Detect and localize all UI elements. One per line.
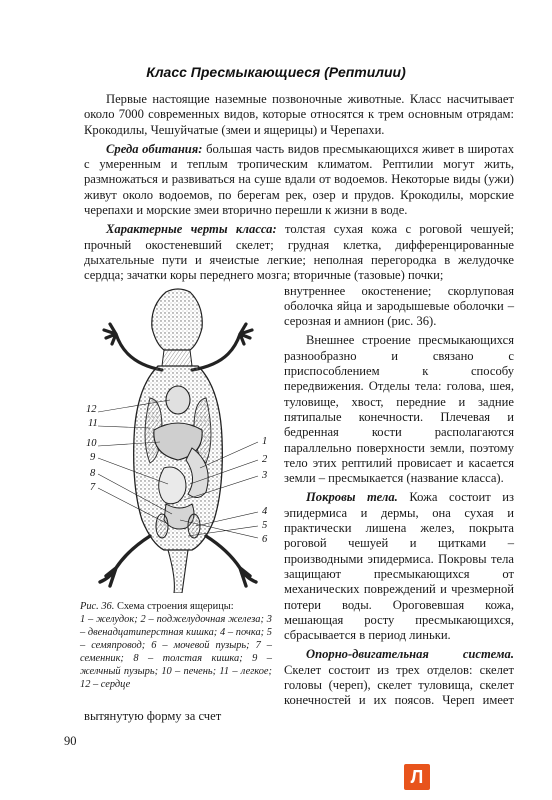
figure-label-3: 3 — [262, 469, 268, 481]
caption-title — [80, 601, 234, 612]
habitat-heading: Среда обитания: — [106, 141, 203, 156]
habitat-text: большая часть видов пресмыкающихся живет в широтах с умеренным и теплым тропическим климатом. Рептилии могут жить, размножаться и развиваться на суше вдали от водоемов. Некоторые виды (ужи) живут около водоемов, по берегам рек, озер и прудов. Крокодилы, морские черепахи и морские змеи вторично перешли к жизни в воде. — [84, 141, 514, 218]
figure-caption — [80, 600, 272, 691]
page-number: 90 — [64, 734, 77, 748]
paragraph-features-cont: внутреннее окостенение; скорлуповая оболочка яйца и зародышевые оболочки – серозная и амнион (рис. 36). — [284, 283, 514, 329]
caption-prefix: Рис. 36. — [80, 600, 115, 612]
body-text — [80, 92, 514, 724]
figure-label-2: 2 — [262, 453, 268, 465]
caption-title-text: Схема строения ящерицы: — [114, 600, 234, 612]
paragraph-intro: Первые настоящие наземные позвоночные животные. Класс насчитывает около 7000 современных видов, которые относятся к трем основным отрядам: Крокодилы, Чешуйчатые (змеи и ящерицы) и Черепахи. — [84, 92, 514, 137]
figure-label-10: 10 — [86, 437, 97, 449]
figure-label-4: 4 — [262, 505, 268, 517]
figure-label-11: 11 — [88, 417, 98, 429]
figure-label-8: 8 — [90, 467, 96, 479]
figure-label-9: 9 — [90, 451, 96, 463]
paragraph-external-structure: Внешнее строение пресмыкающихся разнообразно и связано с приспособлением к способу передвижения. Отделы тела: голова, шея, туловище, хвост, передние и задние пятипалые конечности. Плечевая и бедренная кости располагаются параллельно поверхности земли, поэтому тело этих рептилий провисает и касается земли – пресмыкается (название класса). — [284, 333, 514, 486]
figure-36 — [80, 288, 272, 693]
figure-label-12: 12 — [86, 403, 97, 415]
figure-label-1: 1 — [262, 435, 268, 447]
figure-label-5: 5 — [262, 519, 268, 531]
paragraph-features — [84, 222, 514, 283]
caption-items: 1 – желудок; 2 – поджелудочная железа; 3 – двенадцатиперстная кишка; 4 – почка; 5 – семяпровод; 6 – мочевой пузырь; 7 – семенник; 8 – толстая кишка; 9 – желчный пузырь; 10 – печень; 11 – легкое; 12 – сердце — [80, 613, 272, 690]
section-title: Класс Пресмыкающиеся (Рептилии) — [146, 64, 406, 80]
features-text-a: толстая сухая кожа с роговой чешуей; прочный окостеневший скелет; грудная клетка, дифференцированные дыхательные пути и ячеистые легкие; неполная перегородка в желудочке сердца; зачатки коры переднего мозга; вторичные (тазовые) почки; — [84, 222, 514, 283]
publisher-logo: Л — [404, 764, 430, 790]
integument-heading: Покровы тела. — [306, 490, 398, 505]
lizard-anatomy-illustration — [80, 288, 272, 593]
integument-text: Кожа состоит из эпидермиса и дермы, она сухая и практически лишена желез, покрыта роговой чешуей и щитками – производными эпидермиса. Покровы тела защищают пресмыкающихся от механических повреждений и чрезмерной потери воды. Ороговевшая кожа, мешающая росту пресмыкающихся, сбрасывается в период линьки. — [284, 490, 514, 643]
musculoskeletal-heading: Опорно-двигательная система. — [306, 647, 514, 662]
figure-label-6: 6 — [262, 533, 268, 545]
features-heading: Характерные черты класса: — [106, 222, 277, 237]
musculoskeletal-text: Скелет состоит из трех отделов: скелет головы (череп), скелет туловища, скелет конечностей и их поясов. Череп имеет вытянутую форму за счет — [84, 662, 514, 723]
figure-label-7: 7 — [90, 481, 96, 493]
paragraph-habitat — [84, 142, 514, 218]
